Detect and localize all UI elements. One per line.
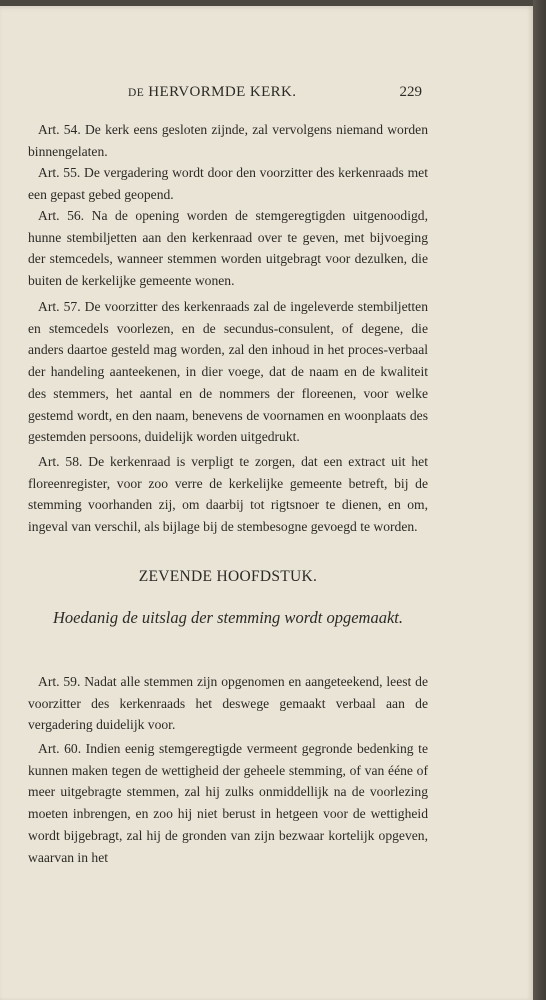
chapter-subheading: Hoedanig de uitslag der stemming wordt opgemaakt. <box>53 608 403 627</box>
running-header <box>28 84 428 106</box>
article-56: Art. 56. Na de opening worden de stemgeregtigden uitgenoodigd, hunne stembiljetten aan den kerkenraad over te geven, met bijvoeging der stemcedels, wanneer stemmen worden uitgebragt voor dezulken, die buiten de kerkelijke gemeente wonen. <box>28 208 428 289</box>
article-58: Art. 58. De kerkenraad is verpligt te zorgen, dat een extract uit het floreenregister, voor zoo verre de kerkelijke gemeente betreft, bij de stemming voorhanden zij, om daarbij tot rigtsnoer te dienen, en om, ingeval van verschil, als bijlage bij de stembesogne gevoegd te worden. <box>28 454 428 535</box>
running-title-prefix: DE <box>128 87 145 99</box>
article-54: Art. 54. De kerk eens gesloten zijnde, zal vervolgens niemand worden binnengelaten. <box>28 122 428 159</box>
scan-background-edge <box>533 0 546 1000</box>
article-57: Art. 57. De voorzitter des kerkenraads zal de ingeleverde stembiljetten en stemcedels voorlezen, en de secundus-consulent, of degene, die anders daartoe gesteld mag worden, zal den inhoud in het proces-verbaal der handeling aanteekenen, in dier voege, dat de naam en de kwaliteit des stemmers, het aantal en de nommers der floreenen, voor welke gestemd wordt, en den naam, benevens de voornamen en woonplaats des gestemden persoons, duidelijk worden uitgedrukt. <box>28 299 428 445</box>
article-59: Art. 59. Nadat alle stemmen zijn opgenomen en aangeteekend, leest de voorzitter des kerkenraads het deswege gemaakt verbaal aan de vergadering duidelijk voor. <box>28 674 428 733</box>
article-55: Art. 55. De vergadering wordt door den voorzitter des kerkenraads met een gepast gebed geopend. <box>28 165 428 202</box>
book-page <box>0 6 533 1000</box>
chapter-heading: ZEVENDE HOOFDSTUK. <box>138 568 318 585</box>
running-title <box>128 84 296 101</box>
running-title-main: HERVORMDE KERK. <box>148 84 297 100</box>
article-60: Art. 60. Indien eenig stemgeregtigde vermeent gegronde bedenking te kunnen maken tegen de wettigheid der geheele stemming, of van ééne of meer uitgebragte stemmen, zal hij zulks onmiddellijk na de voorlezing moeten inbrengen, en zoo hij niet berust in hetgeen voor de wettigheid wordt bijgebragt, zal hij de gronden van zijn bezwaar kortelijk opgeven, waarvan in het <box>28 741 428 865</box>
page-number: 229 <box>399 84 422 100</box>
